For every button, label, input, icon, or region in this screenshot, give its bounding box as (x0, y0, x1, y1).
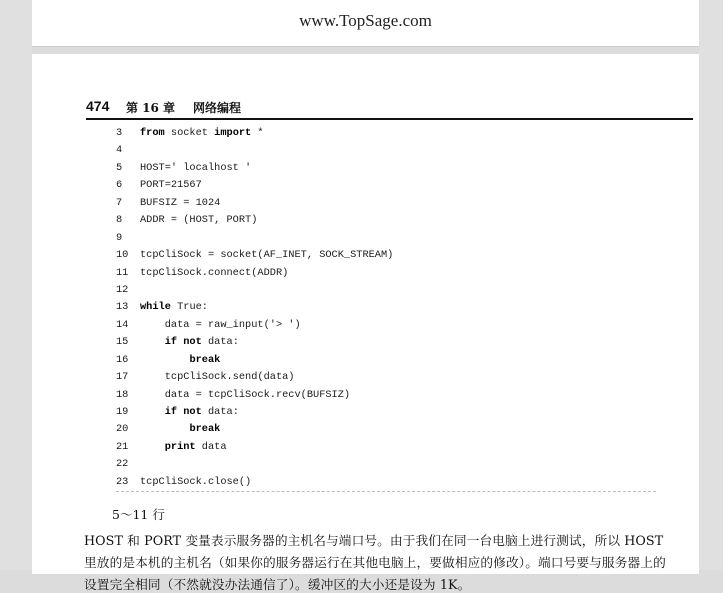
keyword: break (189, 423, 221, 436)
code-line (116, 404, 656, 421)
code-line (116, 125, 656, 142)
code-text (140, 317, 301, 334)
line-number: 8 (116, 214, 123, 227)
code-line (116, 247, 656, 264)
explanation-line: 设置完全相同（不然就没办法通信了）。缓冲区的大小还是设为 1K。 (84, 577, 471, 592)
keyword: print (164, 440, 196, 453)
chapter-label: 第 16 章 (126, 101, 176, 115)
code-text (140, 160, 251, 177)
code-line (116, 230, 656, 247)
explanation-heading: 5～11 行 (112, 507, 165, 522)
code-text (140, 212, 257, 229)
code-token: data = tcpCliSock.recv(BUFSIZ) (140, 388, 351, 401)
code-text (140, 421, 220, 438)
code-text (140, 265, 288, 282)
keyword: if not (164, 406, 202, 418)
code-text (140, 247, 393, 264)
line-number: 21 (116, 440, 129, 453)
keyword: import (214, 127, 252, 139)
keyword: if not (164, 336, 202, 349)
code-token: HOST=' localhost ' (140, 161, 252, 174)
line-number: 23 (116, 475, 129, 488)
code-token: tcpCliSock.close() (140, 475, 252, 488)
code-line (116, 334, 656, 351)
right-margin (699, 0, 723, 570)
code-token: * (251, 127, 264, 139)
previous-page-strip (32, 0, 699, 47)
left-margin (0, 0, 32, 570)
line-number: 5 (116, 161, 123, 174)
code-line (116, 439, 656, 456)
code-line (116, 265, 656, 282)
code-line (116, 177, 656, 194)
code-token: ADDR = (HOST, PORT) (140, 214, 258, 227)
code-line (116, 474, 656, 491)
code-token (140, 423, 189, 435)
code-token: PORT=21567 (140, 179, 202, 192)
code-line (116, 421, 656, 438)
code-text (140, 299, 208, 316)
line-number: 20 (116, 423, 129, 436)
code-line (116, 387, 656, 404)
line-number: 17 (116, 371, 129, 384)
code-line (116, 282, 656, 299)
code-token: tcpCliSock.send(data) (140, 371, 295, 384)
code-token: tcpCliSock = socket(AF_INET, SOCK_STREAM) (140, 249, 394, 262)
line-number: 3 (116, 127, 123, 139)
code-token: BUFSIZ = 1024 (140, 196, 221, 209)
code-line (116, 195, 656, 212)
page-number: 474 (86, 98, 110, 114)
code-token (140, 406, 165, 418)
line-number: 11 (116, 266, 129, 279)
code-line (116, 456, 656, 473)
code-token (140, 336, 165, 348)
code-token: tcpCliSock.connect(ADDR) (140, 266, 289, 279)
line-number: 10 (116, 249, 129, 262)
code-token: True: (170, 301, 208, 314)
code-text (140, 387, 350, 404)
code-divider (116, 491, 656, 492)
code-text (140, 404, 239, 421)
line-number: 22 (116, 458, 129, 471)
code-token: data = raw_input('> ') (140, 318, 301, 331)
code-line (116, 317, 656, 334)
code-line (116, 369, 656, 386)
code-token (140, 354, 189, 366)
code-token (140, 441, 165, 453)
code-token: socket (164, 127, 215, 139)
line-number: 6 (116, 179, 123, 192)
watermark-text: www.TopSage.com (299, 11, 432, 30)
code-token: data: (201, 336, 239, 349)
code-text (140, 369, 294, 386)
chapter-title: 网络编程 (193, 101, 242, 115)
code-line (116, 160, 656, 177)
line-number: 16 (116, 353, 129, 366)
keyword: from (140, 127, 165, 139)
page-header (86, 98, 693, 120)
code-text (140, 125, 264, 142)
code-token: data: (201, 406, 239, 418)
line-number: 4 (116, 144, 123, 157)
code-listing (116, 125, 656, 491)
keyword: break (189, 353, 221, 366)
code-line (116, 212, 656, 229)
code-text (140, 474, 251, 491)
line-number: 7 (116, 196, 123, 209)
explanation-line: HOST 和 PORT 变量表示服务器的主机名与端口号。由于我们在同一台电脑上进行测试，所以 HOST (84, 533, 664, 548)
code-text (140, 334, 239, 351)
line-number: 18 (116, 388, 129, 401)
keyword: while (140, 301, 171, 314)
code-line (116, 299, 656, 316)
code-line (116, 142, 656, 159)
explanation-line: 里放的是本机的主机名（如果你的服务器运行在其他电脑上，要做相应的修改）。端口号要与服务器上的 (84, 555, 666, 570)
code-text (140, 195, 220, 212)
code-line (116, 352, 656, 369)
code-text (140, 439, 227, 456)
header-rule (86, 118, 693, 120)
line-number: 14 (116, 318, 129, 331)
line-number: 19 (116, 406, 129, 418)
line-number: 15 (116, 336, 129, 349)
code-text (140, 352, 220, 369)
code-text (140, 177, 202, 194)
line-number: 9 (116, 231, 123, 244)
line-number: 12 (116, 283, 129, 296)
book-page (32, 54, 699, 592)
line-number: 13 (116, 301, 129, 314)
code-token: data (195, 440, 227, 453)
